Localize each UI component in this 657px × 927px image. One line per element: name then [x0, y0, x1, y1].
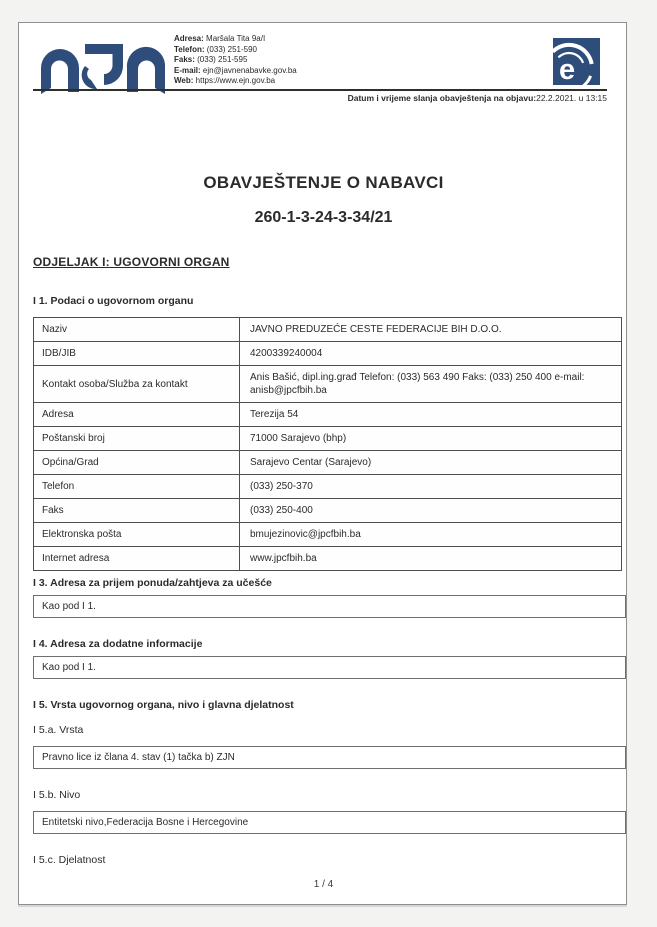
table-row — [34, 403, 622, 427]
agency-address: Adresa: Maršala Tita 9a/I — [174, 34, 266, 43]
table-label-cell: Internet adresa — [34, 547, 240, 571]
table-value-cell: Terezija 54 — [240, 403, 622, 427]
subsection-i1-heading: I 1. Podaci o ugovornom organu — [33, 295, 194, 307]
i3-value-box: Kao pod I 1. — [33, 595, 626, 618]
table-label-cell: Elektronska pošta — [34, 523, 240, 547]
table-value-cell: www.jpcfbih.ba — [240, 547, 622, 571]
notice-number: 260-1-3-24-3-34/21 — [254, 209, 393, 226]
table-row — [34, 342, 622, 366]
table-row — [34, 547, 622, 571]
svg-text:e: e — [559, 54, 576, 85]
agency-contact-block — [174, 34, 297, 87]
agency-fax: Faks: (033) 251-595 — [174, 55, 248, 65]
table-row — [34, 318, 622, 342]
subsection-i5c-heading: I 5.c. Djelatnost — [33, 854, 106, 866]
subsection-i3-heading: I 3. Adresa za prijem ponuda/zahtjeva za učešće — [33, 577, 272, 589]
table-label-cell: Kontakt osoba/Služba za kontakt — [34, 366, 240, 403]
table-label-cell: Adresa — [34, 403, 240, 427]
table-label-cell: Naziv — [34, 318, 240, 342]
i5b-value-box: Entitetski nivo,Federacija Bosne i Hercegovine — [33, 811, 626, 834]
table-row — [34, 523, 622, 547]
agency-email: E-mail: ejn@javnenabavke.gov.ba — [174, 65, 297, 75]
table-value-cell: (033) 250-370 — [240, 475, 622, 499]
table-label-cell: Poštanski broj — [34, 427, 240, 451]
table-row — [34, 475, 622, 499]
header-divider — [33, 89, 607, 91]
table-value-cell: (033) 250-400 — [240, 499, 622, 523]
table-value-cell: 4200339240004 — [240, 342, 622, 366]
table-label-cell: Općina/Grad — [34, 451, 240, 475]
page-indicator: 1 / 4 — [313, 879, 334, 890]
e-procurement-emblem-icon — [553, 38, 600, 85]
document-page — [18, 22, 627, 905]
table-label-cell: Telefon — [34, 475, 240, 499]
agency-phone: Telefon: (033) 251-590 — [174, 44, 258, 54]
table-row — [34, 451, 622, 475]
i5a-value-box: Pravno lice iz člana 4. stav (1) tačka b) ZJN — [33, 746, 626, 769]
table-value-cell: Sarajevo Centar (Sarajevo) — [240, 451, 622, 475]
table-label-cell: IDB/JIB — [34, 342, 240, 366]
section-i-heading: ODJELJAK I: UGOVORNI ORGAN — [33, 255, 230, 269]
subsection-i5a-heading: I 5.a. Vrsta — [33, 724, 84, 736]
table-value-cell: Anis Bašić, dipl.ing.građ Telefon: (033) 563 490 Faks: (033) 250 400 e-mail: anisb@jpcfbih.ba — [240, 366, 622, 403]
agency-web: Web: https://www.ejn.gov.ba — [174, 76, 276, 86]
table-value-cell: JAVNO PREDUZEĆE CESTE FEDERACIJE BIH D.O.O. — [240, 318, 622, 342]
subsection-i4-heading: I 4. Adresa za dodatne informacije — [33, 638, 203, 650]
contracting-authority-table — [33, 317, 622, 571]
subsection-i5-heading: I 5. Vrsta ugovornog organa, nivo i glavna djelatnost — [33, 699, 294, 711]
table-row — [34, 499, 622, 523]
table-label-cell: Faks — [34, 499, 240, 523]
table-row — [34, 366, 622, 403]
table-value-cell: 71000 Sarajevo (bhp) — [240, 427, 622, 451]
notice-title: OBAVJEŠTENJE O NABAVCI — [203, 173, 444, 192]
table-row — [34, 427, 622, 451]
i4-value-box: Kao pod I 1. — [33, 656, 626, 679]
sent-datetime: Datum i vrijeme slanja obavještenja na objavu:22.2.2021. u 13:15 — [347, 93, 607, 103]
subsection-i5b-heading: I 5.b. Nivo — [33, 789, 81, 801]
table-value-cell: bmujezinovic@jpcfbih.ba — [240, 523, 622, 547]
